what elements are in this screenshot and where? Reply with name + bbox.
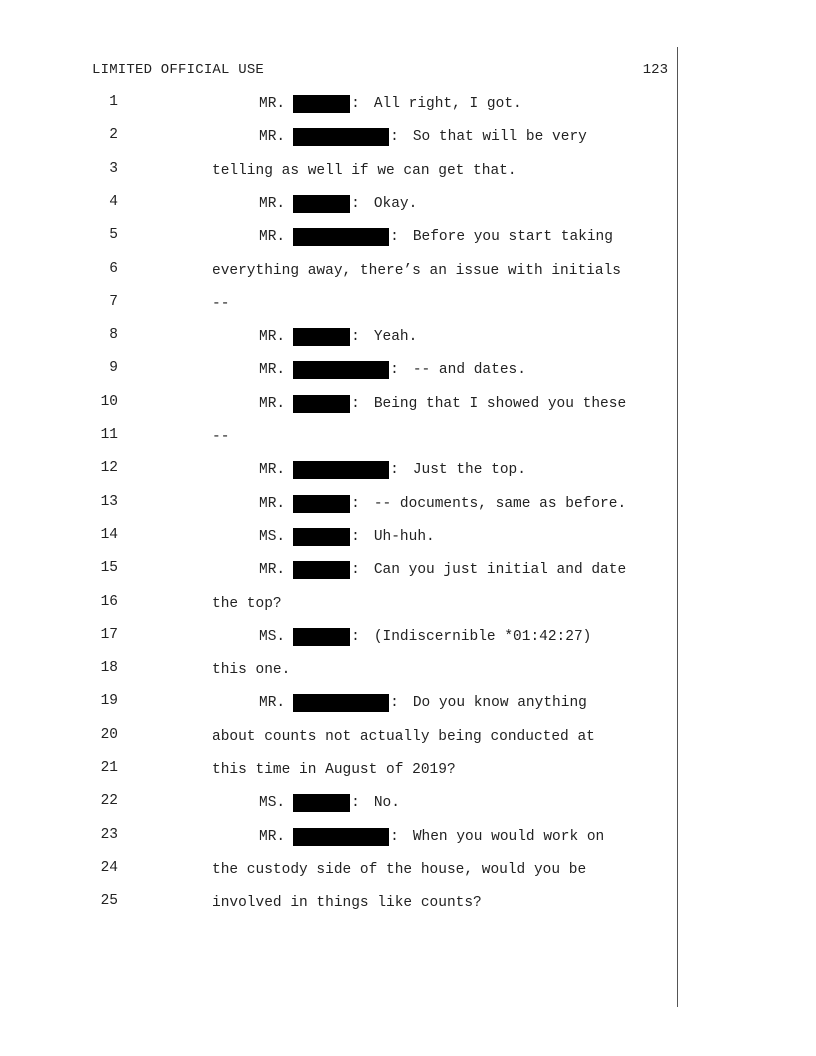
line-text: (Indiscernible *01:42:27) — [373, 628, 592, 645]
line-number: 16 — [100, 593, 118, 610]
line-text: this time in August of 2019? — [212, 762, 456, 778]
line-number: 9 — [109, 360, 118, 377]
continuation-line — [212, 294, 229, 314]
redaction-box — [293, 828, 389, 846]
line-number: 15 — [100, 560, 118, 577]
speaker-line — [259, 94, 522, 114]
transcript-line — [0, 460, 680, 480]
transcript-line — [0, 294, 680, 314]
redaction-box — [293, 694, 389, 712]
line-number: 7 — [109, 293, 118, 310]
line-number: 14 — [100, 526, 118, 543]
transcript-line — [0, 827, 680, 847]
speaker-prefix: MR. — [259, 462, 286, 479]
continuation-line — [212, 727, 595, 747]
speaker-colon: : — [390, 695, 399, 712]
line-number: 22 — [100, 793, 118, 810]
line-text: everything away, there’s an issue with initials — [212, 262, 621, 279]
line-number: 13 — [100, 493, 118, 510]
transcript-line — [0, 127, 680, 147]
speaker-line — [259, 127, 587, 147]
line-text: All right, I got. — [373, 96, 522, 112]
line-text: Can you just initial and date — [373, 562, 627, 579]
continuation-line — [212, 860, 586, 880]
speaker-line — [259, 194, 417, 214]
speaker-colon: : — [351, 795, 360, 812]
line-text: Uh-huh. — [373, 528, 435, 545]
line-text: Yeah. — [373, 329, 418, 346]
transcript-line — [0, 527, 680, 547]
continuation-line — [212, 427, 229, 447]
transcript-line — [0, 860, 680, 880]
line-number: 1 — [109, 94, 118, 110]
page-number: 123 — [642, 62, 668, 78]
speaker-colon: : — [351, 562, 360, 579]
continuation-line — [212, 893, 482, 913]
speaker-colon: : — [351, 329, 360, 346]
speaker-prefix: MS. — [259, 528, 286, 545]
line-text: -- documents, same as before. — [373, 495, 627, 512]
line-text: Do you know anything — [412, 695, 587, 712]
speaker-colon: : — [390, 828, 399, 845]
line-number: 8 — [109, 327, 118, 344]
line-number: 12 — [100, 460, 118, 477]
speaker-prefix: MR. — [259, 495, 286, 512]
speaker-prefix: MR. — [259, 828, 286, 845]
redaction-box — [293, 128, 389, 146]
line-text: -- — [212, 295, 230, 312]
line-number: 20 — [100, 726, 118, 743]
continuation-line — [212, 760, 456, 780]
transcript-line — [0, 793, 680, 813]
line-text: Before you start taking — [412, 229, 613, 246]
speaker-line — [259, 827, 604, 847]
transcript-line — [0, 427, 680, 447]
continuation-line — [212, 660, 290, 680]
speaker-colon: : — [390, 229, 399, 246]
speaker-prefix: MS. — [259, 795, 286, 812]
continuation-line — [212, 594, 282, 614]
speaker-line — [259, 327, 417, 347]
speaker-prefix: MR. — [259, 329, 286, 346]
redaction-box — [293, 395, 350, 413]
redaction-box — [293, 195, 350, 213]
transcript-line — [0, 394, 680, 414]
speaker-prefix: MR. — [259, 96, 286, 112]
speaker-colon: : — [390, 362, 399, 379]
line-number: 2 — [109, 127, 118, 144]
redaction-box — [293, 228, 389, 246]
transcript-line — [0, 760, 680, 780]
line-number: 25 — [100, 893, 118, 910]
speaker-line — [259, 494, 626, 514]
line-number: 4 — [109, 193, 118, 210]
speaker-line — [259, 793, 400, 813]
transcript-line — [0, 360, 680, 380]
speaker-prefix: MR. — [259, 229, 286, 246]
transcript-line — [0, 94, 680, 114]
line-text: When you would work on — [412, 828, 605, 845]
redaction-box — [293, 794, 350, 812]
line-text: telling as well if we can get that. — [212, 162, 517, 179]
transcript-line — [0, 161, 680, 181]
redaction-box — [293, 328, 350, 346]
speaker-prefix: MR. — [259, 395, 286, 412]
line-text: about counts not actually being conducted at — [212, 728, 595, 745]
line-text: So that will be very — [412, 129, 587, 146]
line-text: this one. — [212, 662, 291, 679]
line-number: 3 — [109, 160, 118, 177]
redaction-box — [293, 528, 350, 546]
speaker-prefix: MR. — [259, 362, 286, 379]
transcript-line — [0, 627, 680, 647]
speaker-colon: : — [351, 495, 360, 512]
line-number: 21 — [100, 760, 118, 776]
line-text: Okay. — [373, 195, 418, 212]
classification-header: LIMITED OFFICIAL USE — [92, 62, 265, 78]
speaker-colon: : — [351, 528, 360, 545]
line-number: 23 — [100, 826, 118, 843]
redaction-box — [293, 95, 350, 113]
speaker-prefix: MR. — [259, 695, 286, 712]
speaker-line — [259, 227, 613, 247]
transcript-line — [0, 693, 680, 713]
line-text: the custody side of the house, would you be — [212, 861, 587, 878]
redaction-box — [293, 561, 350, 579]
transcript-line — [0, 727, 680, 747]
line-text: the top? — [212, 595, 282, 612]
line-number: 17 — [100, 626, 118, 643]
line-number: 6 — [109, 260, 118, 277]
speaker-prefix: MS. — [259, 628, 286, 645]
redaction-box — [293, 361, 389, 379]
line-text: -- and dates. — [412, 362, 526, 379]
line-number: 5 — [109, 227, 118, 244]
transcript-line — [0, 494, 680, 514]
line-number: 10 — [100, 393, 118, 410]
speaker-colon: : — [351, 195, 360, 212]
speaker-line — [259, 460, 526, 480]
speaker-line — [259, 394, 626, 414]
transcript-line — [0, 560, 680, 580]
continuation-line — [212, 261, 621, 281]
speaker-line — [259, 627, 591, 647]
transcript-line — [0, 327, 680, 347]
transcript-line — [0, 893, 680, 913]
speaker-colon: : — [390, 129, 399, 146]
redaction-box — [293, 495, 350, 513]
speaker-colon: : — [351, 96, 360, 112]
speaker-colon: : — [351, 628, 360, 645]
speaker-prefix: MR. — [259, 562, 286, 579]
redaction-box — [293, 461, 389, 479]
transcript-line — [0, 194, 680, 214]
line-text: Just the top. — [412, 462, 526, 479]
line-number: 11 — [100, 427, 118, 443]
line-text: No. — [373, 795, 400, 812]
speaker-line — [259, 527, 435, 547]
transcript-line — [0, 261, 680, 281]
transcript-line — [0, 594, 680, 614]
speaker-colon: : — [351, 395, 360, 412]
line-number: 18 — [100, 660, 118, 677]
transcript-line — [0, 227, 680, 247]
speaker-line — [259, 360, 526, 380]
line-number: 24 — [100, 859, 118, 876]
speaker-line — [259, 560, 626, 580]
redaction-box — [293, 628, 350, 646]
line-number: 19 — [100, 693, 118, 710]
speaker-line — [259, 693, 587, 713]
line-text: involved in things like counts? — [212, 895, 482, 912]
speaker-colon: : — [390, 462, 399, 479]
transcript-line — [0, 660, 680, 680]
line-text: -- — [212, 429, 230, 445]
speaker-prefix: MR. — [259, 129, 286, 146]
line-text: Being that I showed you these — [373, 395, 627, 412]
continuation-line — [212, 161, 517, 181]
speaker-prefix: MR. — [259, 195, 286, 212]
